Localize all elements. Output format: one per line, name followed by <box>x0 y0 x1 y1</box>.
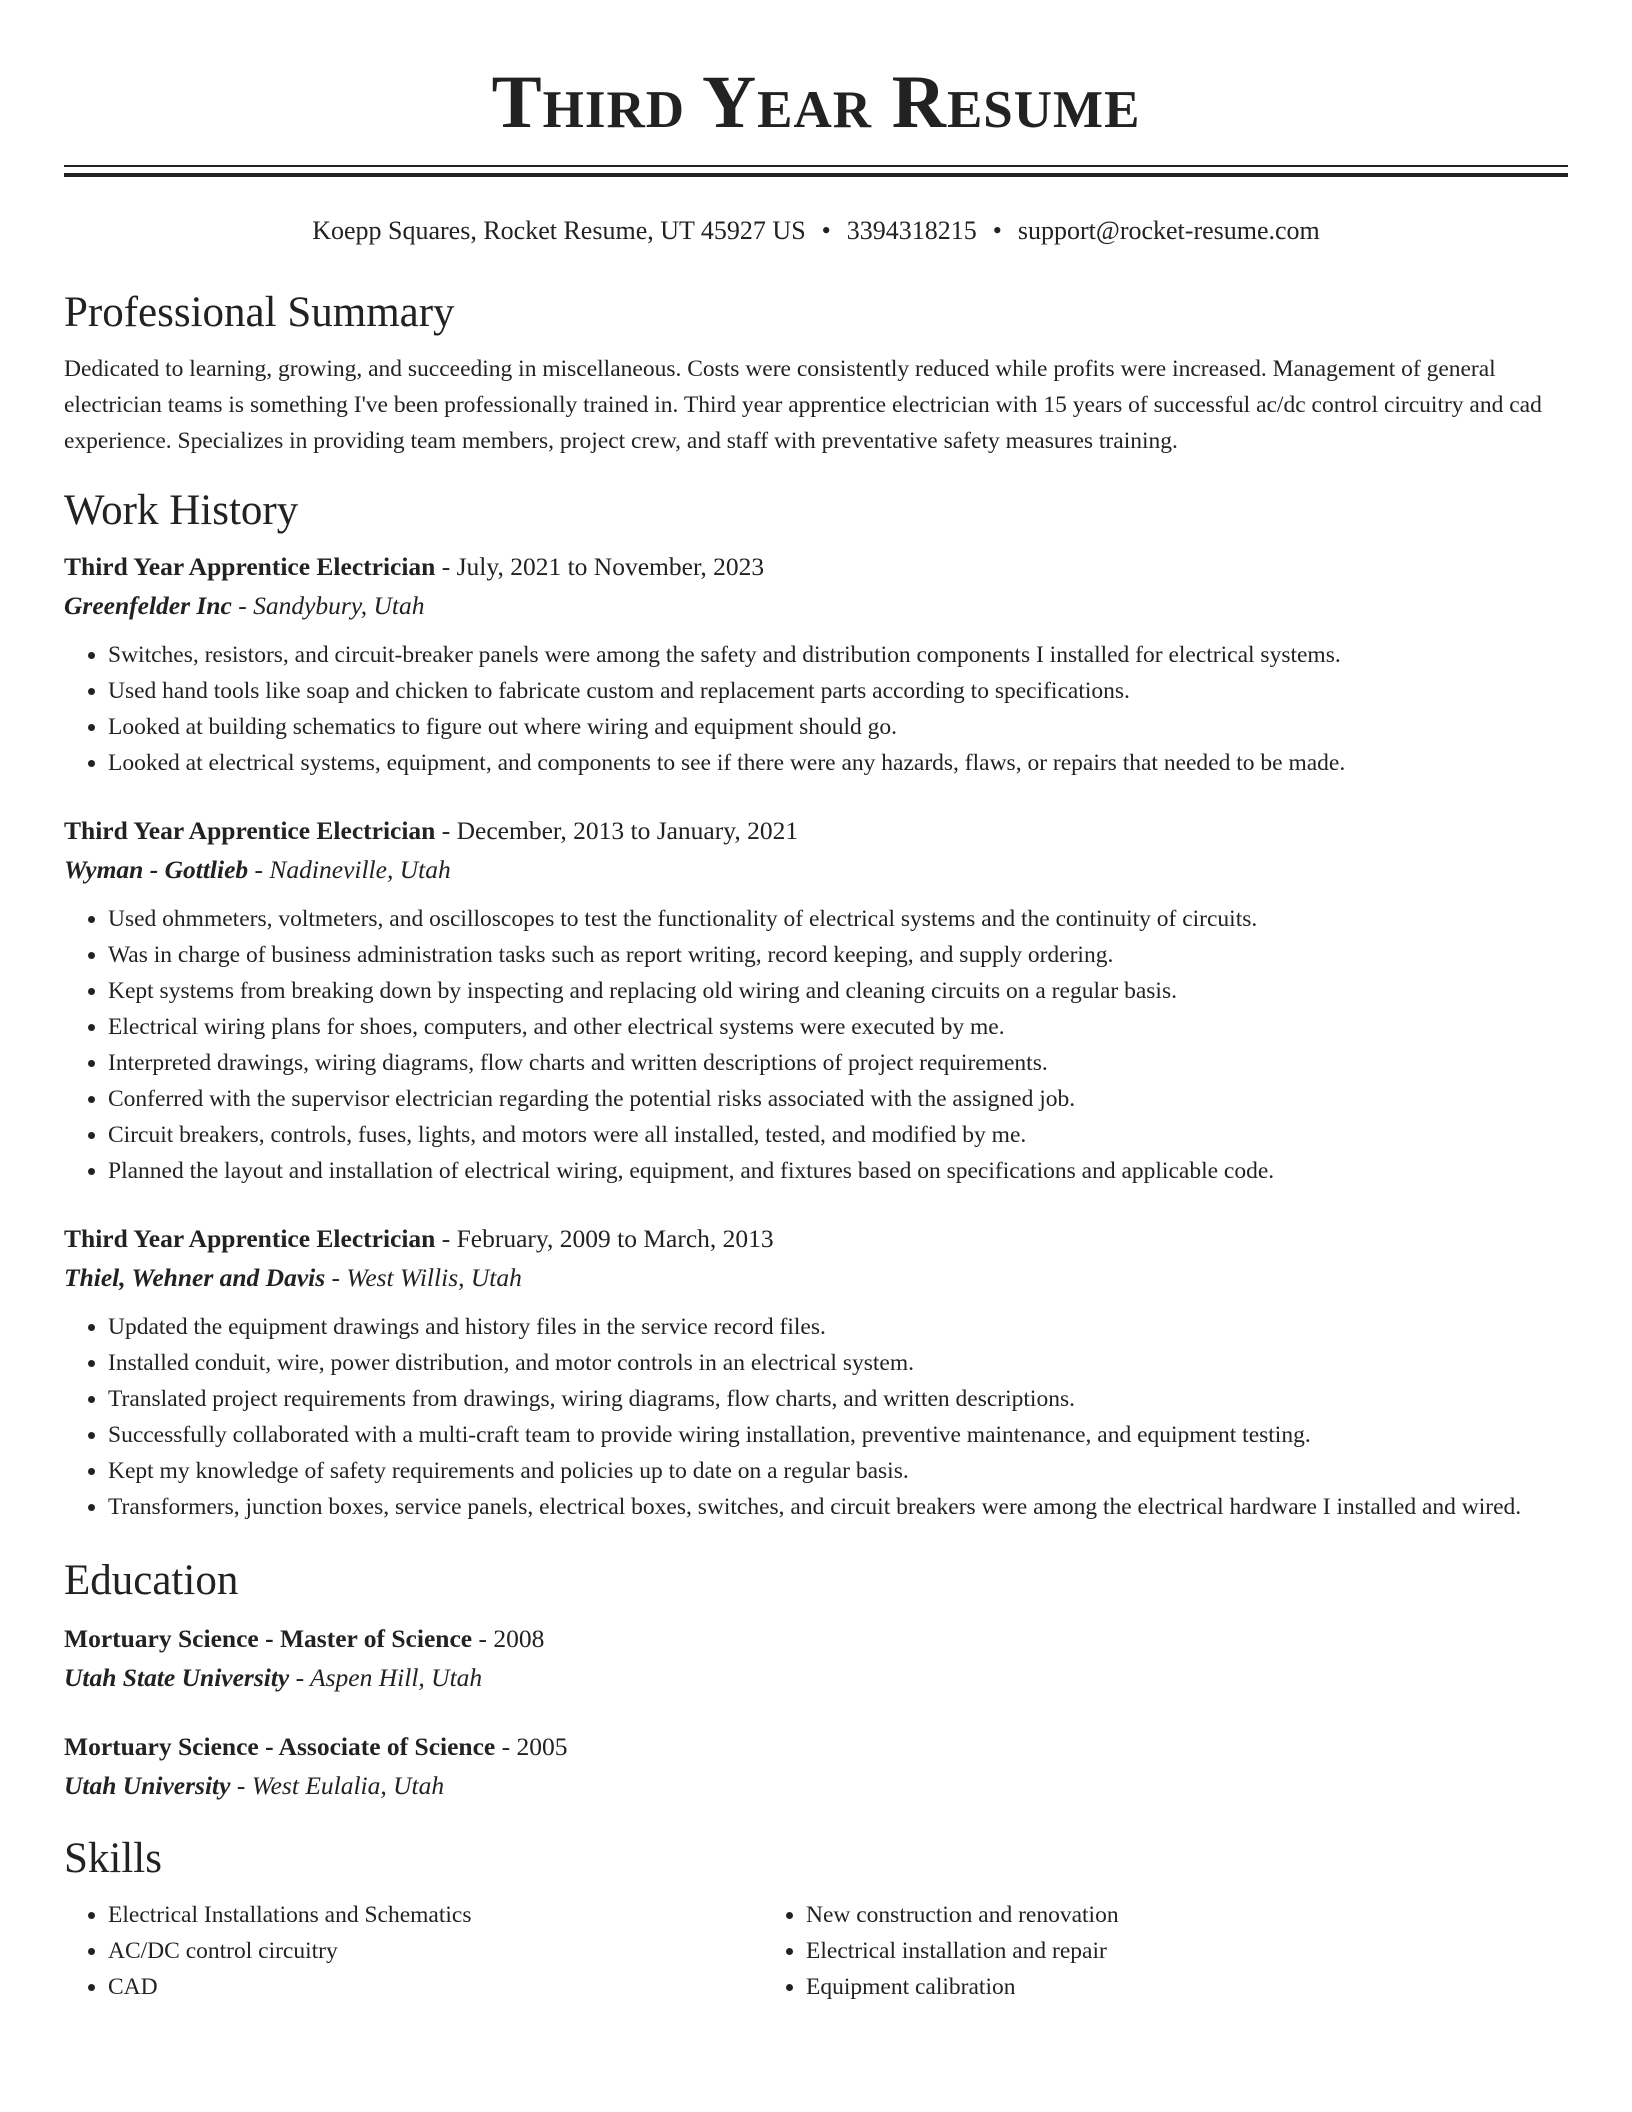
skill-item: • New construction and renovation <box>806 1897 1498 1933</box>
contact-email: support@rocket-resume.com <box>1017 216 1320 245</box>
job-bullet: • Kept systems from breaking down by inspecting and replacing old wiring and cleaning circuits on a regular basis. <box>108 973 1568 1009</box>
job-bullet: • Switches, resistors, and circuit-breaker panels were among the safety and distribution components I installed for electrical systems. <box>108 637 1568 673</box>
job-role: Third Year Apprentice Electrician <box>64 552 436 581</box>
work-history-heading: Work History <box>64 487 299 534</box>
job-company: Greenfelder Inc <box>64 591 232 620</box>
contact-phone: 3394318215 <box>846 216 977 245</box>
skills-column-right <box>762 1897 1498 2005</box>
education-degree: Mortuary Science - Associate of Science <box>64 1732 496 1761</box>
skill-item: • Electrical Installations and Schematics <box>108 1897 762 1933</box>
education-degree-line <box>64 1727 1568 1766</box>
job-bullet: • Kept my knowledge of safety requirements and policies up to date on a regular basis. <box>108 1453 1568 1489</box>
education-degree: Mortuary Science - Master of Science <box>64 1624 473 1653</box>
job-company-line <box>64 586 1568 625</box>
skill-item: • Electrical installation and repair <box>806 1933 1498 1969</box>
education-degree-line <box>64 1619 1568 1658</box>
job-bullet: • Electrical wiring plans for shoes, computers, and other electrical systems were executed by me. <box>108 1009 1568 1045</box>
job-dates: - July, 2021 to November, 2023 <box>435 552 765 581</box>
title-rule-thick <box>64 173 1568 177</box>
skill-item: • AC/DC control circuitry <box>108 1933 762 1969</box>
job-bullet: • Looked at electrical systems, equipment, and components to see if there were any hazards, flaws, or repairs that needed to be made. <box>108 745 1568 781</box>
job-bullet: • Successfully collaborated with a multi-craft team to provide wiring installation, preventive maintenance, and equipment testing. <box>108 1417 1568 1453</box>
job-bullet: • Interpreted drawings, wiring diagrams, flow charts and written descriptions of project requirements. <box>108 1045 1568 1081</box>
job-entry <box>64 1219 1568 1525</box>
skills-column-left <box>64 1897 762 2005</box>
job-entry <box>64 811 1568 1189</box>
education-school-line <box>64 1766 1568 1805</box>
education-entry <box>64 1619 1568 1697</box>
job-location: - Sandybury, Utah <box>231 591 425 620</box>
job-role: Third Year Apprentice Electrician <box>64 1224 436 1253</box>
contact-line <box>64 215 1568 247</box>
summary-heading: Professional Summary <box>64 289 455 336</box>
job-bullet: • Installed conduit, wire, power distribution, and motor controls in an electrical system. <box>108 1345 1568 1381</box>
contact-address: Koepp Squares, Rocket Resume, UT 45927 US <box>312 216 806 245</box>
education-year: - 2008 <box>472 1624 545 1653</box>
education-entry <box>64 1727 1568 1805</box>
resume-title: Third Year Resume <box>491 61 1141 144</box>
job-location: - West Willis, Utah <box>325 1263 522 1292</box>
job-title-line <box>64 811 1568 850</box>
education-heading: Education <box>64 1557 239 1604</box>
job-role: Third Year Apprentice Electrician <box>64 816 436 845</box>
job-bullet: • Looked at building schematics to figure out where wiring and equipment should go. <box>108 709 1568 745</box>
skill-item: • Equipment calibration <box>806 1969 1498 2005</box>
education-location: - West Eulalia, Utah <box>230 1771 445 1800</box>
job-title-line <box>64 1219 1568 1258</box>
job-company-line <box>64 850 1568 889</box>
job-dates: - February, 2009 to March, 2013 <box>435 1224 774 1253</box>
skills-list <box>64 1897 1568 2005</box>
job-bullet: • Used hand tools like soap and chicken to fabricate custom and replacement parts according to specifications. <box>108 673 1568 709</box>
summary-text: Dedicated to learning, growing, and succeeding in miscellaneous. Costs were consistently reduced while profits were increased. Management of general electrician teams is something I've been professionally trained in. Third year apprentice electrician with 15 years of successful ac/dc control circuitry and cad experience. Specializes in providing team members, project crew, and staff with preventative safety measures training. <box>64 356 1542 454</box>
job-location: - Nadineville, Utah <box>248 855 451 884</box>
contact-separator: • <box>992 216 1002 245</box>
job-bullet: • Transformers, junction boxes, service panels, electrical boxes, switches, and circuit breakers were among the electrical hardware I installed and wired. <box>108 1489 1568 1525</box>
skills-heading: Skills <box>64 1835 162 1882</box>
job-company: Wyman - Gottlieb <box>64 855 249 884</box>
title-rule-thin <box>64 165 1568 167</box>
job-dates: - December, 2013 to January, 2021 <box>435 816 799 845</box>
education-school: Utah State University <box>64 1663 290 1692</box>
job-company-line <box>64 1258 1568 1297</box>
education-school: Utah University <box>64 1771 231 1800</box>
job-entry <box>64 547 1568 781</box>
education-year: - 2005 <box>495 1732 568 1761</box>
skill-item: • CAD <box>108 1969 762 2005</box>
education-school-line <box>64 1658 1568 1697</box>
job-bullet: • Circuit breakers, controls, fuses, lights, and motors were all installed, tested, and modified by me. <box>108 1117 1568 1153</box>
education-location: - Aspen Hill, Utah <box>289 1663 483 1692</box>
job-bullets <box>64 637 1568 781</box>
job-title-line <box>64 547 1568 586</box>
job-bullet: • Used ohmmeters, voltmeters, and oscilloscopes to test the functionality of electrical systems and the continuity of circuits. <box>108 901 1568 937</box>
job-bullet: • Conferred with the supervisor electrician regarding the potential risks associated with the assigned job. <box>108 1081 1568 1117</box>
job-bullet: • Planned the layout and installation of electrical wiring, equipment, and fixtures based on specifications and applicable code. <box>108 1153 1568 1189</box>
contact-separator: • <box>821 216 831 245</box>
job-bullet: • Translated project requirements from drawings, wiring diagrams, flow charts, and written descriptions. <box>108 1381 1568 1417</box>
job-company: Thiel, Wehner and Davis <box>64 1263 326 1292</box>
job-bullet: • Updated the equipment drawings and history files in the service record files. <box>108 1309 1568 1345</box>
job-bullets <box>64 1309 1568 1525</box>
job-bullets <box>64 901 1568 1189</box>
job-bullet: • Was in charge of business administration tasks such as report writing, record keeping, and supply ordering. <box>108 937 1568 973</box>
